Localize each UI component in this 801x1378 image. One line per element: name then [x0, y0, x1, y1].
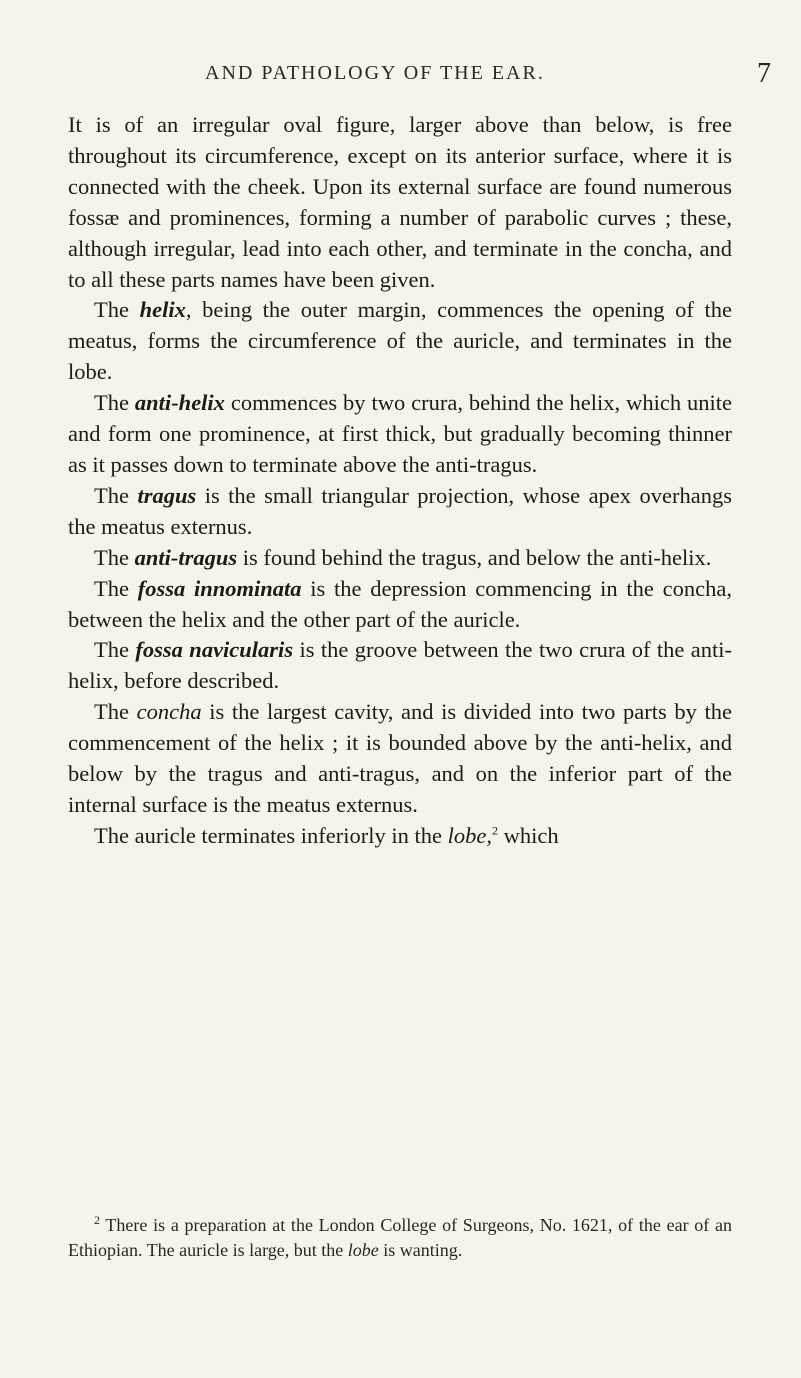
paragraph-anti-tragus-pre: The: [94, 544, 135, 570]
paragraph-fossa-innominata-post: is the depression commencing in the concha, between the helix and the other part of the auricle.: [68, 575, 732, 632]
term-anti-helix: anti-helix: [134, 390, 225, 416]
footnote: [68, 1213, 732, 1263]
paragraph-lobe: [68, 821, 732, 852]
paragraph-anti-helix-post: commences by two crura, behind the helix, which unite and form one prominence, at first thick, but gradually becoming thinner as it passes down to terminate above the anti-tragus.: [68, 390, 732, 477]
footnote-marker: 2: [94, 1213, 100, 1227]
paragraph-anti-tragus: [68, 543, 732, 574]
paragraph-lobe-pre: The auricle terminates inferiorly in the: [94, 822, 448, 848]
paragraph-tragus-post: is the small triangular projection, whose apex overhangs the meatus externus.: [68, 482, 732, 539]
paragraph-fossa-innominata: [68, 574, 732, 636]
paragraph-tragus: [68, 481, 732, 543]
paragraph-concha-post: is the largest cavity, and is divided into two parts by the commencement of the helix ; it is bounded above by the anti-helix, and below by the tragus and anti-tragus, and on the inferior part of the internal surface is the meatus externus.: [68, 699, 732, 817]
paragraph-lobe-post: which: [497, 822, 559, 848]
term-lobe: lobe,: [447, 822, 492, 848]
paragraph-fossa-innominata-pre: The: [94, 575, 138, 601]
footnote-reference: 2: [491, 823, 498, 838]
paragraph-concha-pre: The: [94, 699, 137, 725]
paragraph-anti-helix: [68, 388, 732, 481]
term-anti-tragus: anti-tragus: [134, 544, 238, 570]
running-head: AND PATHOLOGY OF THE EAR.: [205, 62, 545, 84]
page-number: 7: [757, 58, 771, 89]
paragraph-helix: [68, 295, 732, 388]
footnote-text: [68, 1213, 732, 1263]
paragraph-tragus-pre: The: [94, 482, 138, 508]
paragraph-fossa-navicularis: [68, 635, 732, 697]
footnote-pre: There is a preparation at the London College of Surgeons, No. 1621, of the ear of an Ethiopian. The auricle is large, but the: [68, 1215, 732, 1260]
footnote-post: is wanting.: [378, 1240, 463, 1260]
body-text: [68, 110, 732, 852]
footnote-term-lobe: lobe: [347, 1240, 379, 1260]
paragraph-intro: It is of an irregular oval figure, larger above than below, is free throughout its circumference, except on its anterior surface, where it is connected with the cheek. Upon its external surface are found numerous fossæ and prominences, forming a number of parabolic curves ; these, although irregular, lead into each other, and terminate in the concha, and to all these parts names have been given.: [68, 112, 732, 292]
term-helix: helix: [139, 297, 186, 323]
paragraph-fossa-navicularis-post: is the groove between the two crura of the anti-helix, before described.: [68, 637, 732, 694]
term-fossa-navicularis: fossa navicularis: [135, 637, 294, 663]
term-tragus: tragus: [137, 482, 197, 508]
term-fossa-innominata: fossa innominata: [137, 575, 302, 601]
term-concha: concha: [136, 699, 202, 725]
paragraph-concha: [68, 697, 732, 821]
paragraph-anti-helix-pre: The: [94, 390, 135, 416]
paragraph-helix-post: , being the outer margin, commences the opening of the meatus, forms the circumference of the auricle, and terminates in the lobe.: [68, 297, 732, 385]
paragraph-helix-pre: The: [94, 297, 140, 323]
paragraph-anti-tragus-post: is found behind the tragus, and below the anti-helix.: [237, 544, 712, 570]
paragraph-fossa-navicularis-pre: The: [94, 637, 136, 663]
